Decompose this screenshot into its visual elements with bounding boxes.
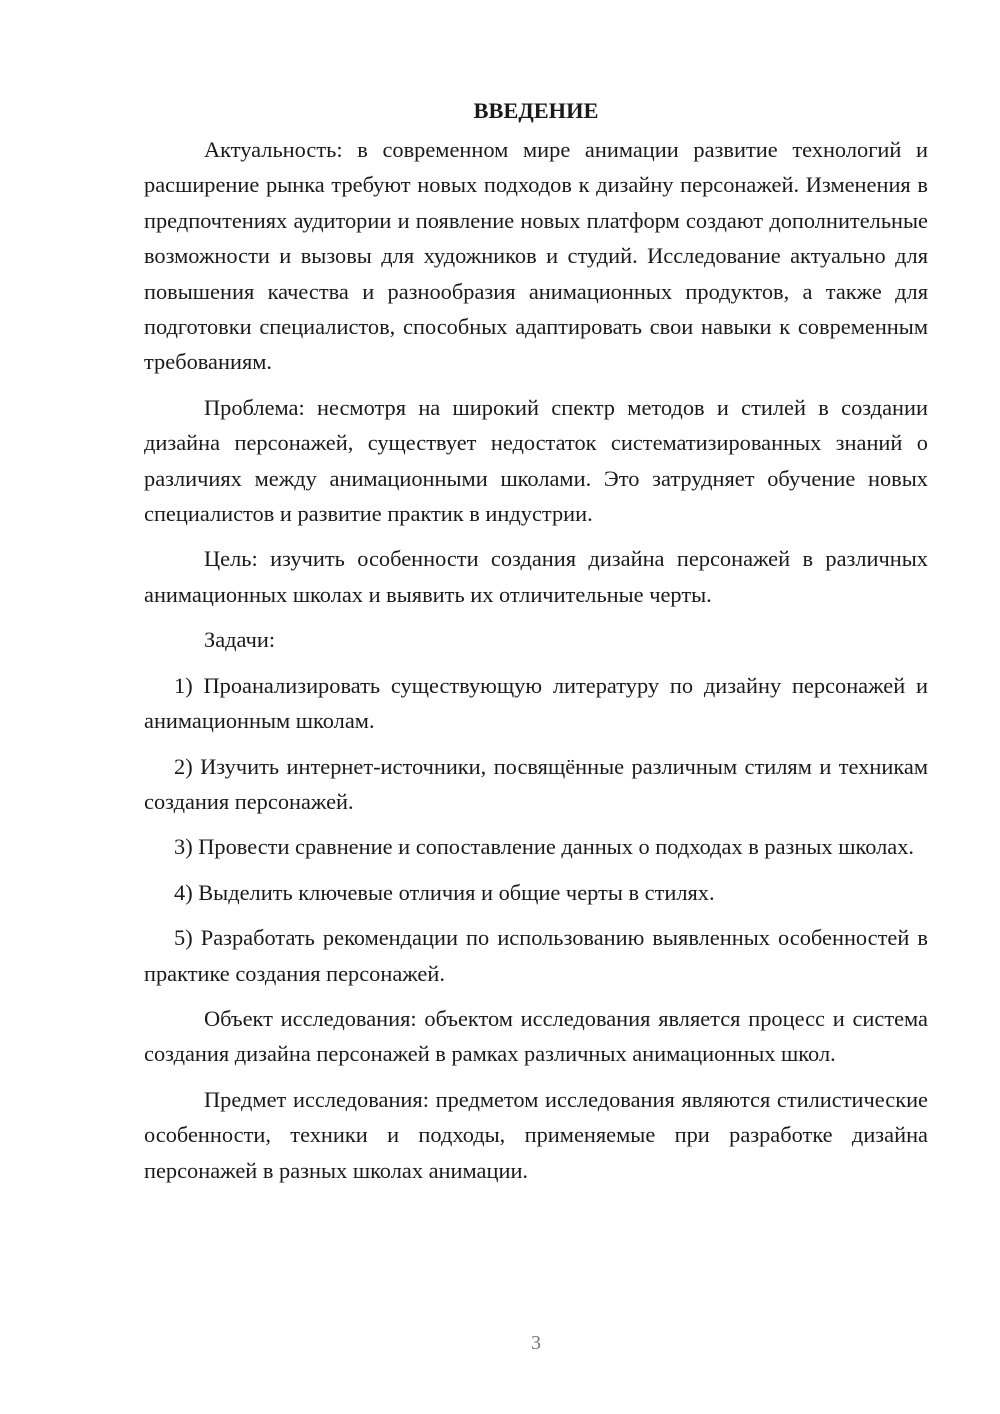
paragraph-object: Объект исследования: объектом исследования является процесс и система создания дизайна персонажей в рамках различных анимационных школ. xyxy=(144,1005,928,1067)
document-body xyxy=(144,92,928,1198)
page-number: 3 xyxy=(531,1332,541,1354)
tasks-heading: Задачи: xyxy=(204,627,276,653)
page-title: ВВЕДЕНИЕ xyxy=(473,98,599,123)
paragraph-goal: Цель: изучить особенности создания дизайна персонажей в различных анимационных школах и выявить их отличительные черты. xyxy=(144,546,928,607)
task-item-3: 3) Провести сравнение и сопоставление данных о подходах в разных школах. xyxy=(174,834,915,860)
paragraph-subject: Предмет исследования: предметом исследования являются стилистические особенности, техники и подходы, применяемые при разработке дизайна персонажей в разных школах анимации. xyxy=(144,1086,928,1183)
paragraph-relevance: Актуальность: в современном мире анимации развитие технологий и расширение рынка требуют новых подходов к дизайну персонажей. Изменения в предпочтениях аудитории и появление новых платформ создают дополнительные возможности и вызовы для художников и студий. Исследование актуально для повышения качества и разнообразия анимационных продуктов, а также для подготовки специалистов, способных адаптировать свои навыки к современным требованиям. xyxy=(144,137,928,375)
task-item-4: 4) Выделить ключевые отличия и общие черты в стилях. xyxy=(174,879,715,905)
paragraph-problem: Проблема: несмотря на широкий спектр методов и стилей в создании дизайна персонажей, существует недостаток систематизированных знаний о различиях между анимационными школами. Это затрудняет обучение новых специалистов и развитие практик в индустрии. xyxy=(144,394,928,527)
task-item-1: 1) Проанализировать существующую литературу по дизайну персонажей и анимационным школам. xyxy=(144,672,928,734)
task-item-5: 5) Разработать рекомендации по использованию выявленных особенностей в практике создания персонажей. xyxy=(144,925,928,986)
task-item-2: 2) Изучить интернет-источники, посвящённые различным стилям и техникам создания персонажей. xyxy=(144,753,928,814)
